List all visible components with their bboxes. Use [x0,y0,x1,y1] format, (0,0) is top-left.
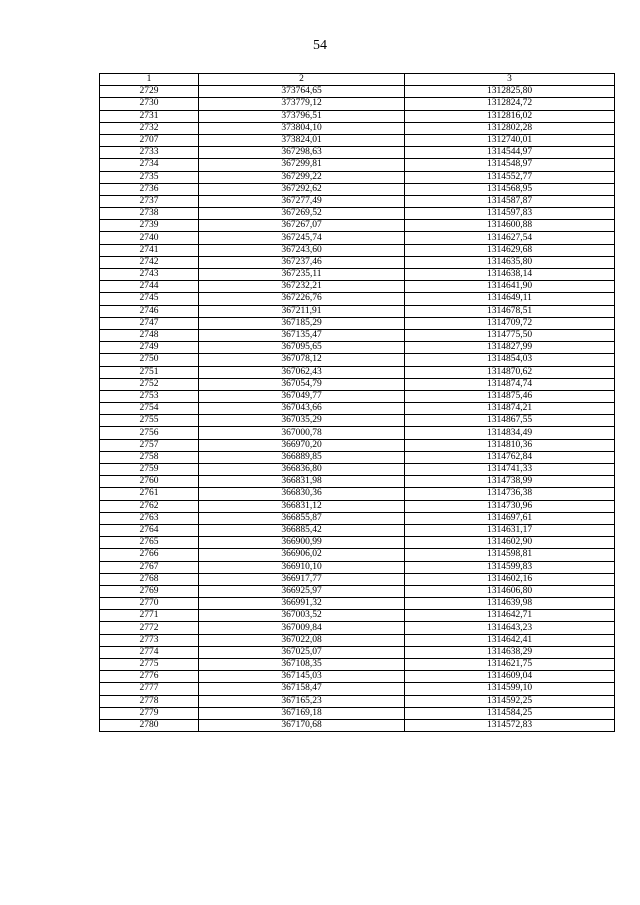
x-coordinate-cell: 373764,65 [199,86,405,98]
column-header: 1 [100,74,199,86]
x-coordinate-cell: 367165,23 [199,695,405,707]
y-coordinate-cell: 1314810,36 [405,439,615,451]
x-coordinate-cell: 366889,85 [199,451,405,463]
y-coordinate-cell: 1314606,80 [405,585,615,597]
x-coordinate-cell: 367185,29 [199,317,405,329]
x-coordinate-cell: 367009,84 [199,622,405,634]
table-row [100,281,615,293]
point-number-cell: 2757 [100,439,199,451]
x-coordinate-cell: 367043,66 [199,403,405,415]
x-coordinate-cell: 367025,07 [199,646,405,658]
y-coordinate-cell: 1314568,95 [405,183,615,195]
point-number-cell: 2753 [100,390,199,402]
table-row [100,378,615,390]
table-row [100,317,615,329]
table-row [100,183,615,195]
point-number-cell: 2780 [100,719,199,731]
point-number-cell: 2774 [100,646,199,658]
point-number-cell: 2773 [100,634,199,646]
point-number-cell: 2741 [100,244,199,256]
y-coordinate-cell: 1312824,72 [405,98,615,110]
x-coordinate-cell: 366830,36 [199,488,405,500]
table-header-row [100,74,615,86]
point-number-cell: 2733 [100,147,199,159]
point-number-cell: 2732 [100,122,199,134]
x-coordinate-cell: 367035,29 [199,415,405,427]
y-coordinate-cell: 1314621,75 [405,659,615,671]
y-coordinate-cell: 1314730,96 [405,500,615,512]
y-coordinate-cell: 1314598,81 [405,549,615,561]
table-row [100,488,615,500]
point-number-cell: 2769 [100,585,199,597]
table-row [100,610,615,622]
point-number-cell: 2758 [100,451,199,463]
y-coordinate-cell: 1314649,11 [405,293,615,305]
table-row [100,110,615,122]
table-row [100,659,615,671]
x-coordinate-cell: 367135,47 [199,329,405,341]
y-coordinate-cell: 1314709,72 [405,317,615,329]
y-coordinate-cell: 1312740,01 [405,134,615,146]
point-number-cell: 2754 [100,403,199,415]
point-number-cell: 2744 [100,281,199,293]
point-number-cell: 2772 [100,622,199,634]
y-coordinate-cell: 1314762,84 [405,451,615,463]
table-row [100,476,615,488]
point-number-cell: 2745 [100,293,199,305]
point-number-cell: 2734 [100,159,199,171]
x-coordinate-cell: 367226,76 [199,293,405,305]
x-coordinate-cell: 373779,12 [199,98,405,110]
x-coordinate-cell: 366900,99 [199,537,405,549]
point-number-cell: 2759 [100,464,199,476]
y-coordinate-cell: 1314738,99 [405,476,615,488]
y-coordinate-cell: 1314834,49 [405,427,615,439]
point-number-cell: 2729 [100,86,199,98]
table-row [100,671,615,683]
y-coordinate-cell: 1314602,90 [405,537,615,549]
table-row [100,683,615,695]
table-row [100,195,615,207]
y-coordinate-cell: 1314599,83 [405,561,615,573]
point-number-cell: 2740 [100,232,199,244]
point-number-cell: 2775 [100,659,199,671]
y-coordinate-cell: 1314600,88 [405,220,615,232]
point-number-cell: 2768 [100,573,199,585]
y-coordinate-cell: 1314875,46 [405,390,615,402]
x-coordinate-cell: 367169,18 [199,707,405,719]
point-number-cell: 2762 [100,500,199,512]
y-coordinate-cell: 1314548,97 [405,159,615,171]
x-coordinate-cell: 367292,62 [199,183,405,195]
x-coordinate-cell: 367243,60 [199,244,405,256]
x-coordinate-cell: 366855,87 [199,512,405,524]
table-row [100,439,615,451]
x-coordinate-cell: 366831,12 [199,500,405,512]
x-coordinate-cell: 366836,80 [199,464,405,476]
x-coordinate-cell: 367108,35 [199,659,405,671]
point-number-cell: 2766 [100,549,199,561]
table-row [100,269,615,281]
table-row [100,293,615,305]
table-row [100,305,615,317]
point-number-cell: 2764 [100,524,199,536]
y-coordinate-cell: 1312816,02 [405,110,615,122]
point-number-cell: 2731 [100,110,199,122]
x-coordinate-cell: 373804,10 [199,122,405,134]
x-coordinate-cell: 373824,01 [199,134,405,146]
point-number-cell: 2750 [100,354,199,366]
x-coordinate-cell: 367232,21 [199,281,405,293]
y-coordinate-cell: 1314631,17 [405,524,615,536]
y-coordinate-cell: 1314552,77 [405,171,615,183]
point-number-cell: 2736 [100,183,199,195]
table-row [100,244,615,256]
point-number-cell: 2771 [100,610,199,622]
table-row [100,646,615,658]
table-row [100,427,615,439]
x-coordinate-cell: 367269,52 [199,208,405,220]
table-row [100,256,615,268]
table-row [100,634,615,646]
x-coordinate-cell: 366910,10 [199,561,405,573]
x-coordinate-cell: 367078,12 [199,354,405,366]
y-coordinate-cell: 1314587,87 [405,195,615,207]
point-number-cell: 2730 [100,98,199,110]
y-coordinate-cell: 1314642,71 [405,610,615,622]
table-row [100,585,615,597]
x-coordinate-cell: 367054,79 [199,378,405,390]
table-row [100,171,615,183]
point-number-cell: 2755 [100,415,199,427]
point-number-cell: 2738 [100,208,199,220]
y-coordinate-cell: 1314597,83 [405,208,615,220]
y-coordinate-cell: 1314827,99 [405,342,615,354]
x-coordinate-cell: 366925,97 [199,585,405,597]
x-coordinate-cell: 366970,20 [199,439,405,451]
point-number-cell: 2756 [100,427,199,439]
x-coordinate-cell: 367000,78 [199,427,405,439]
y-coordinate-cell: 1314697,61 [405,512,615,524]
table-row [100,208,615,220]
x-coordinate-cell: 367022,08 [199,634,405,646]
x-coordinate-cell: 367235,11 [199,269,405,281]
point-number-cell: 2777 [100,683,199,695]
table-row [100,537,615,549]
point-number-cell: 2737 [100,195,199,207]
x-coordinate-cell: 366917,77 [199,573,405,585]
x-coordinate-cell: 367211,91 [199,305,405,317]
point-number-cell: 2739 [100,220,199,232]
point-number-cell: 2747 [100,317,199,329]
y-coordinate-cell: 1314609,04 [405,671,615,683]
y-coordinate-cell: 1314736,38 [405,488,615,500]
table-row [100,232,615,244]
table-row [100,342,615,354]
y-coordinate-cell: 1314599,10 [405,683,615,695]
point-number-cell: 2749 [100,342,199,354]
table-row [100,147,615,159]
table-row [100,573,615,585]
y-coordinate-cell: 1314741,33 [405,464,615,476]
point-number-cell: 2743 [100,269,199,281]
table-row [100,134,615,146]
table-row [100,451,615,463]
point-number-cell: 2752 [100,378,199,390]
point-number-cell: 2761 [100,488,199,500]
y-coordinate-cell: 1314870,62 [405,366,615,378]
y-coordinate-cell: 1314775,50 [405,329,615,341]
column-header: 2 [199,74,405,86]
table-row [100,719,615,731]
y-coordinate-cell: 1312825,80 [405,86,615,98]
x-coordinate-cell: 367298,63 [199,147,405,159]
point-number-cell: 2746 [100,305,199,317]
table-row [100,86,615,98]
table-row [100,403,615,415]
point-number-cell: 2751 [100,366,199,378]
x-coordinate-cell: 366831,98 [199,476,405,488]
table-row [100,500,615,512]
y-coordinate-cell: 1314643,23 [405,622,615,634]
table-row [100,329,615,341]
table-row [100,695,615,707]
x-coordinate-cell: 366991,32 [199,598,405,610]
x-coordinate-cell: 373796,51 [199,110,405,122]
x-coordinate-cell: 367299,81 [199,159,405,171]
point-number-cell: 2765 [100,537,199,549]
table-row [100,561,615,573]
x-coordinate-cell: 366906,02 [199,549,405,561]
y-coordinate-cell: 1314584,25 [405,707,615,719]
table-row [100,354,615,366]
x-coordinate-cell: 367062,43 [199,366,405,378]
y-coordinate-cell: 1312802,28 [405,122,615,134]
y-coordinate-cell: 1314638,14 [405,269,615,281]
point-number-cell: 2776 [100,671,199,683]
x-coordinate-cell: 367145,03 [199,671,405,683]
y-coordinate-cell: 1314642,41 [405,634,615,646]
x-coordinate-cell: 367299,22 [199,171,405,183]
x-coordinate-cell: 367003,52 [199,610,405,622]
x-coordinate-cell: 367245,74 [199,232,405,244]
point-number-cell: 2760 [100,476,199,488]
table-row [100,220,615,232]
table-row [100,464,615,476]
point-number-cell: 2748 [100,329,199,341]
y-coordinate-cell: 1314639,98 [405,598,615,610]
point-number-cell: 2767 [100,561,199,573]
x-coordinate-cell: 367277,49 [199,195,405,207]
point-number-cell: 2779 [100,707,199,719]
y-coordinate-cell: 1314867,55 [405,415,615,427]
y-coordinate-cell: 1314572,83 [405,719,615,731]
y-coordinate-cell: 1314874,21 [405,403,615,415]
table-row [100,598,615,610]
table-row [100,98,615,110]
table-row [100,159,615,171]
point-number-cell: 2707 [100,134,199,146]
point-number-cell: 2770 [100,598,199,610]
point-number-cell: 2735 [100,171,199,183]
point-number-cell: 2763 [100,512,199,524]
x-coordinate-cell: 367237,46 [199,256,405,268]
x-coordinate-cell: 367267,07 [199,220,405,232]
page-number: 54 [313,38,327,53]
table-row [100,622,615,634]
y-coordinate-cell: 1314635,80 [405,256,615,268]
y-coordinate-cell: 1314592,25 [405,695,615,707]
coordinates-table [99,73,615,732]
table-row [100,366,615,378]
x-coordinate-cell: 367170,68 [199,719,405,731]
x-coordinate-cell: 367049,77 [199,390,405,402]
point-number-cell: 2778 [100,695,199,707]
y-coordinate-cell: 1314641,90 [405,281,615,293]
y-coordinate-cell: 1314678,51 [405,305,615,317]
x-coordinate-cell: 367158,47 [199,683,405,695]
y-coordinate-cell: 1314629,68 [405,244,615,256]
y-coordinate-cell: 1314638,29 [405,646,615,658]
y-coordinate-cell: 1314544,97 [405,147,615,159]
table-row [100,549,615,561]
table-body [100,86,615,732]
table-row [100,390,615,402]
table-row [100,415,615,427]
table-row [100,512,615,524]
table-row [100,707,615,719]
y-coordinate-cell: 1314627,54 [405,232,615,244]
point-number-cell: 2742 [100,256,199,268]
x-coordinate-cell: 366885,42 [199,524,405,536]
y-coordinate-cell: 1314602,16 [405,573,615,585]
column-header: 3 [405,74,615,86]
table-row [100,122,615,134]
x-coordinate-cell: 367095,65 [199,342,405,354]
y-coordinate-cell: 1314874,74 [405,378,615,390]
table-row [100,524,615,536]
y-coordinate-cell: 1314854,03 [405,354,615,366]
